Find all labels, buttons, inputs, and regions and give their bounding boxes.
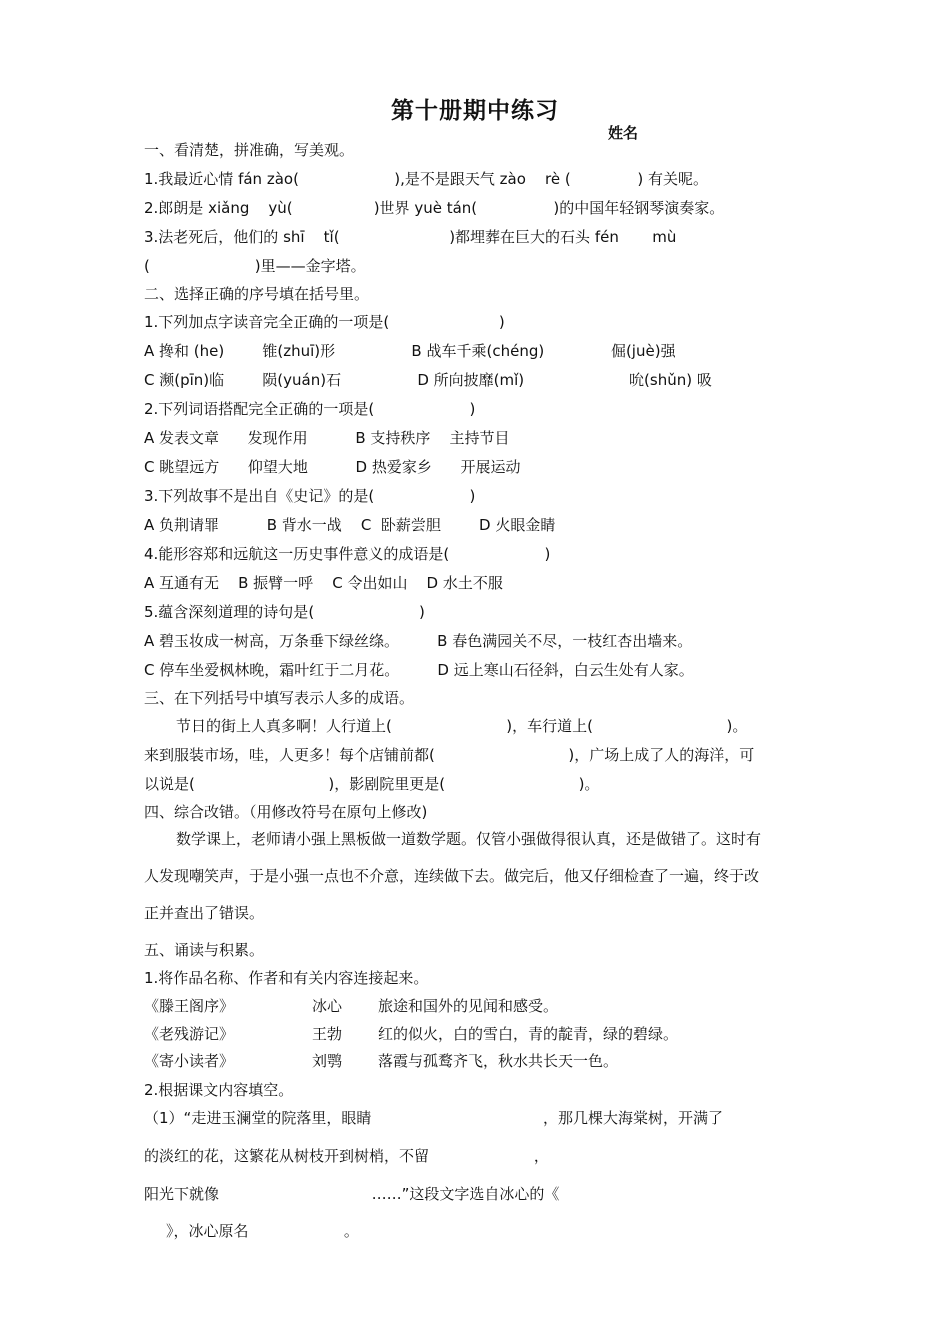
author-name: 冰心 [312,997,343,1015]
question-2-5-options-b: C 停车坐爱枫林晚，霜叶红于二月花。 D 远上寒山石径斜，白云生处有人家。 [144,661,694,679]
section-4-para-1: 数学课上，老师请小强上黑板做一道数学题。仅管小强做得很认真，还是做错了。这时有 [176,830,762,848]
question-5-2: 2.根据课文内容填空。 [144,1081,294,1099]
question-2-2-options-b: C 眺望远方 仰望大地 D 热爱家乡 开展运动 [144,458,521,476]
section-4-para-3: 正并查出了错误。 [144,904,265,922]
question-5-1: 1.将作品名称、作者和有关内容连接起来。 [144,969,429,987]
work-title: 《滕王阁序》 [144,997,235,1015]
question-1-1: 1.我最近心情 fán zào( ),是不是跟天气 zào rè ( ) 有关呢。 [144,170,709,188]
question-1-3a: 3.法老死后，他们的 shī tǐ( )都埋葬在巨大的石头 fén mù [144,228,677,246]
section-3-para-2: 来到服装市场，哇，人更多！每个店铺前都( )，广场上成了人的海洋，可 [144,746,755,764]
question-2-3: 3.下列故事不是出自《史记》的是( ) [144,487,476,505]
question-2-1-options-a: A 搀和 (he) 锥(zhuī)形 B 战车千乘(chéng) 倔(juè)强 [144,342,676,360]
page-title: 第十册期中练习 [391,98,559,124]
question-2-3-options: A 负荆请罪 B 背水一战 C 卧薪尝胆 D 火眼金睛 [144,516,556,534]
question-2-5-options-a: A 碧玉妆成一树高，万条垂下绿丝绦。 B 春色满园关不尽，一枝红杏出墙来。 [144,632,693,650]
author-name: 王勃 [312,1025,343,1043]
name-label: 姓名 [608,124,639,142]
section-4-heading: 四、综合改错。（用修改符号在原句上修改) [144,803,428,821]
section-1-heading: 一、看清楚，拼准确，写美观。 [144,141,355,159]
question-1-3b: ( )里——金字塔。 [144,257,366,275]
question-2-1: 1.下列加点字读音完全正确的一项是( ) [144,313,505,331]
work-title: 《老残游记》 [144,1025,235,1043]
question-1-2: 2.郎朗是 xiǎng yù( )世界 yuè tán( )的中国年轻钢琴演奏家。 [144,199,725,217]
section-4-para-2: 人发现嘲笑声，于是小强一点也不介意，连续做下去。做完后，他又仔细检查了一遍，终于改 [144,867,760,885]
fill-blank-1d: 》，冰心原名 。 [166,1222,359,1240]
section-2-heading: 二、选择正确的序号填在括号里。 [144,285,370,303]
author-name: 刘鹗 [312,1052,343,1070]
work-content: 旅途和国外的见闻和感受。 [378,997,559,1015]
question-2-1-options-b: C 濒(pīn)临 陨(yuán)石 D 所向披靡(mǐ) 吮(shǔn) 吸 [144,371,712,389]
work-content: 落霞与孤鹜齐飞，秋水共长天一色。 [378,1052,619,1070]
question-2-2-options-a: A 发表文章 发现作用 B 支持秩序 主持节目 [144,429,510,447]
work-content: 红的似火，白的雪白，青的靛青，绿的碧绿。 [378,1025,679,1043]
section-3-heading: 三、在下列括号中填写表示人多的成语。 [144,689,415,707]
question-2-2: 2.下列词语搭配完全正确的一项是( ) [144,400,476,418]
question-2-4-options: A 互通有无 B 振臂一呼 C 令出如山 D 水土不服 [144,574,503,592]
fill-blank-1c: 阳光下就像 ……”这段文字选自冰心的《 [144,1185,560,1203]
section-3-para-3: 以说是( )，影剧院里更是( )。 [144,775,600,793]
section-3-para-1: 节日的街上人真多啊！人行道上( )，车行道上( )。 [176,717,748,735]
fill-blank-1a: （1）“走进玉澜堂的院落里，眼睛 ，那几棵大海棠树，开满了 [144,1109,723,1127]
section-5-heading: 五、诵读与积累。 [144,941,265,959]
fill-blank-1b: 的淡红的花，这繁花从树枝开到树梢，不留 ， [144,1147,549,1165]
question-2-4: 4.能形容郑和远航这一历史事件意义的成语是( ) [144,545,551,563]
work-title: 《寄小读者》 [144,1052,235,1070]
question-2-5: 5.蕴含深刻道理的诗句是( ) [144,603,425,621]
